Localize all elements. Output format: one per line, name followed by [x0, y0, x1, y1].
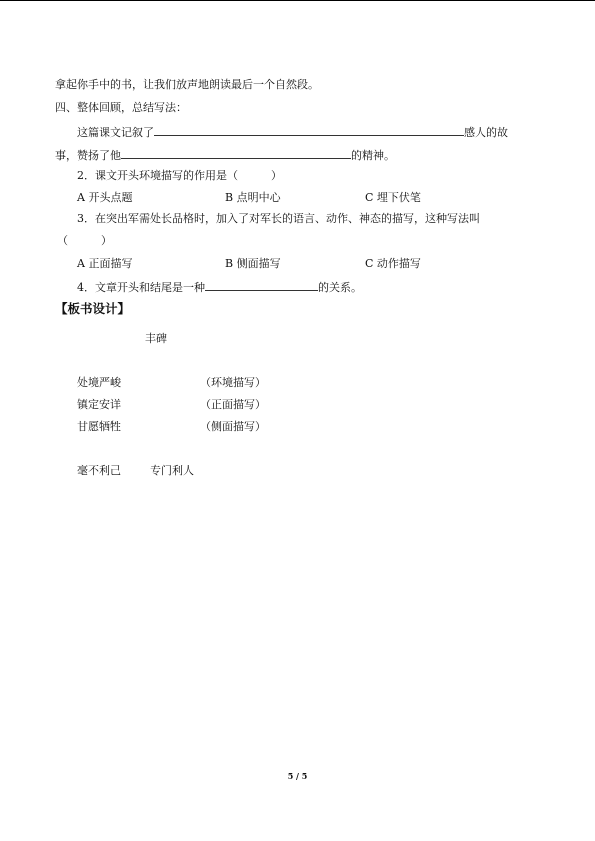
text-segment: 的精神。	[351, 149, 395, 162]
text-segment: 事，赞扬了他	[55, 149, 121, 162]
text-segment: 的关系。	[318, 281, 362, 294]
text-segment: 4．文章开头和结尾是一种	[77, 281, 205, 294]
board-row-left: 处境严峻	[77, 376, 121, 389]
fill-blank-line	[55, 147, 395, 163]
board-title: 丰碑	[145, 332, 167, 345]
answer-blank[interactable]	[154, 124, 464, 136]
option-b: B 侧面描写	[225, 257, 281, 270]
board-row-right: （环境描写）	[200, 376, 266, 389]
question-2: 2．课文开头环境描写的作用是（ ）	[77, 169, 282, 182]
option-b: B 点明中心	[225, 191, 281, 204]
page-number: 5 / 5	[287, 771, 308, 781]
board-row-left: 镇定安详	[77, 398, 121, 411]
text-segment: 这篇课文记叙了	[77, 126, 154, 139]
board-row-left: 甘愿牺牲	[77, 420, 121, 433]
option-a: A 正面描写	[77, 257, 133, 270]
section-heading: 四、整体回顾，总结写法：	[55, 101, 187, 114]
option-c: C 动作描写	[365, 257, 421, 270]
fill-blank-line	[77, 124, 508, 140]
text-segment: 感人的故	[464, 126, 508, 139]
board-design-heading: 【板书设计】	[55, 301, 131, 316]
text-line: 拿起你手中的书，让我们放声地朗读最后一个自然段。	[55, 78, 319, 91]
board-bottom-right: 专门利人	[150, 464, 194, 477]
board-row-right: （侧面描写）	[200, 420, 266, 433]
answer-blank[interactable]	[121, 147, 351, 159]
answer-blank[interactable]	[205, 279, 318, 291]
option-c: C 埋下伏笔	[365, 191, 421, 204]
board-row-right: （正面描写）	[200, 398, 266, 411]
option-a: A 开头点题	[77, 191, 133, 204]
question-4	[77, 279, 362, 295]
board-bottom-left: 毫不利己	[77, 464, 121, 477]
question-3: 3．在突出军需处长品格时，加入了对军长的语言、动作、神态的描写，这种写法叫	[77, 212, 480, 225]
header-rule	[0, 0, 595, 1]
answer-paren: （ ）	[57, 234, 112, 247]
